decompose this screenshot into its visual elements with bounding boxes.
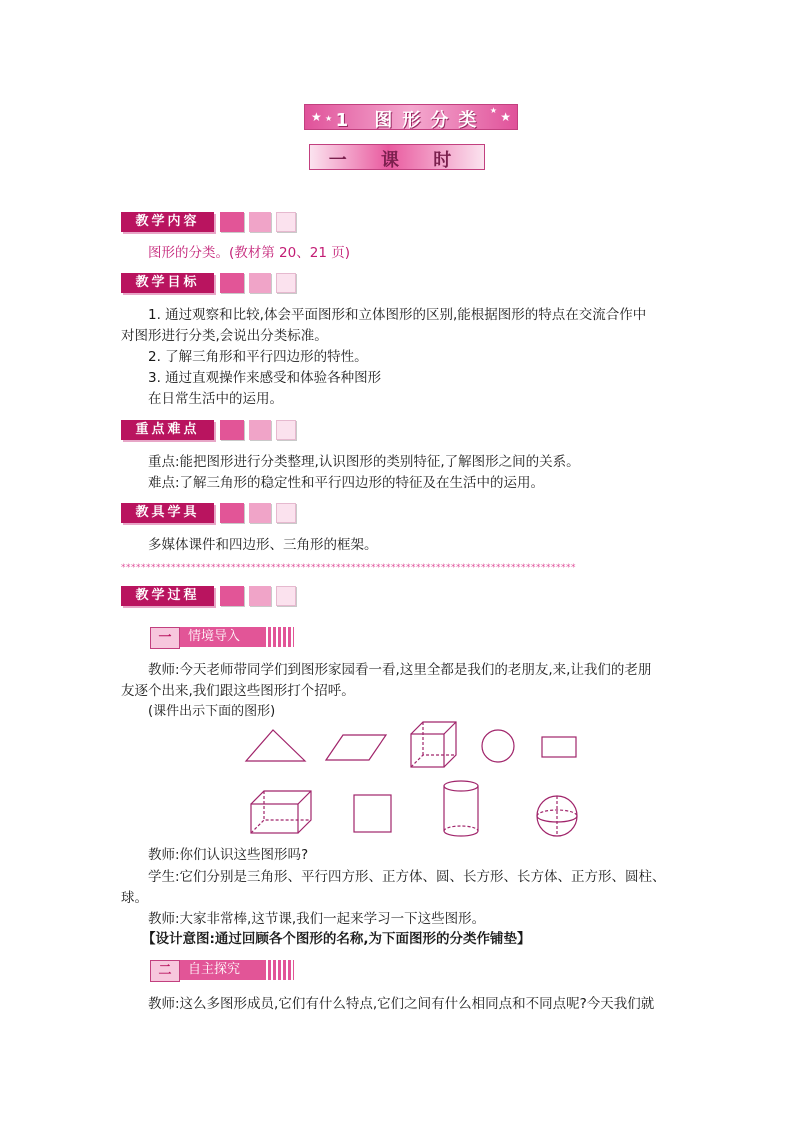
cube-shape [411, 722, 456, 767]
section-label: 教具学具 [121, 503, 214, 523]
star-icon: ★ [489, 106, 497, 115]
content-text: 图形的分类。(教材第 20、21 页) [148, 245, 350, 261]
goal-line: 在日常生活中的运用。 [148, 391, 283, 407]
step-header-2 [150, 960, 296, 982]
star-icon: ★ [500, 110, 511, 124]
lesson-title: 1 图形分类 [335, 110, 487, 131]
dialog-line: 教师:你们认识这些图形吗? [148, 847, 309, 863]
section-label: 教学过程 [121, 586, 214, 606]
cylinder-shape [444, 781, 478, 836]
dialog-line: 球。 [121, 890, 148, 906]
star-divider: ******************************************************************************************* [121, 563, 576, 573]
step-title: 自主探究 [180, 960, 294, 980]
dialog-line: 教师:今天老师带同学们到图形家园看一看,这里全都是我们的老朋友,来,让我们的老朋 [148, 662, 652, 678]
step-stripes [266, 960, 294, 980]
circle-shape [482, 730, 514, 762]
dialog-line: 教师:这么多图形成员,它们有什么特点,它们之间有什么相同点和不同点呢?今天我们就 [148, 996, 655, 1012]
square-shape [354, 795, 391, 832]
section-label: 重点难点 [121, 420, 214, 440]
section-label: 教学内容 [121, 212, 214, 232]
tools-text: 多媒体课件和四边形、三角形的框架。 [148, 537, 378, 553]
cuboid-shape [251, 791, 311, 833]
step-number: 二 [150, 960, 180, 982]
rectangle-shape [542, 737, 576, 757]
parallelogram-shape [326, 735, 386, 760]
goal-line: 对图形进行分类,会说出分类标准。 [121, 328, 328, 344]
key-point-line: 难点:了解三角形的稳定性和平行四边形的特征及在生活中的运用。 [148, 475, 545, 491]
goal-line: 2. 了解三角形和平行四边形的特性。 [148, 349, 368, 365]
step-title: 情境导入 [180, 627, 294, 647]
section-label: 教学目标 [121, 273, 214, 293]
step-number: 一 [150, 627, 180, 649]
dialog-line: 教师:大家非常棒,这节课,我们一起来学习一下这些图形。 [148, 911, 486, 927]
design-intent: 【设计意图:通过回顾各个图形的名称,为下面图形的分类作铺垫】 [142, 931, 531, 947]
dialog-line: 友逐个出来,我们跟这些图形打个招呼。 [121, 683, 355, 699]
goal-line: 1. 通过观察和比较,体会平面图形和立体图形的区别,能根据图形的特点在交流合作中 [148, 307, 647, 323]
dialog-line: (课件出示下面的图形) [148, 704, 276, 719]
key-point-line: 重点:能把图形进行分类整理,认识图形的类别特征,了解图形之间的关系。 [148, 454, 580, 470]
dialog-line: 学生:它们分别是三角形、平行四方形、正方体、圆、长方形、长方体、正方形、圆柱、 [148, 869, 666, 885]
period-label: 一 课 时 [328, 150, 466, 171]
sphere-shape [537, 796, 577, 836]
goal-line: 3. 通过直观操作来感受和体验各种图形 [148, 370, 382, 386]
star-icon: ★ [311, 110, 322, 124]
star-icon: ★ [325, 114, 333, 123]
triangle-shape [246, 730, 305, 761]
